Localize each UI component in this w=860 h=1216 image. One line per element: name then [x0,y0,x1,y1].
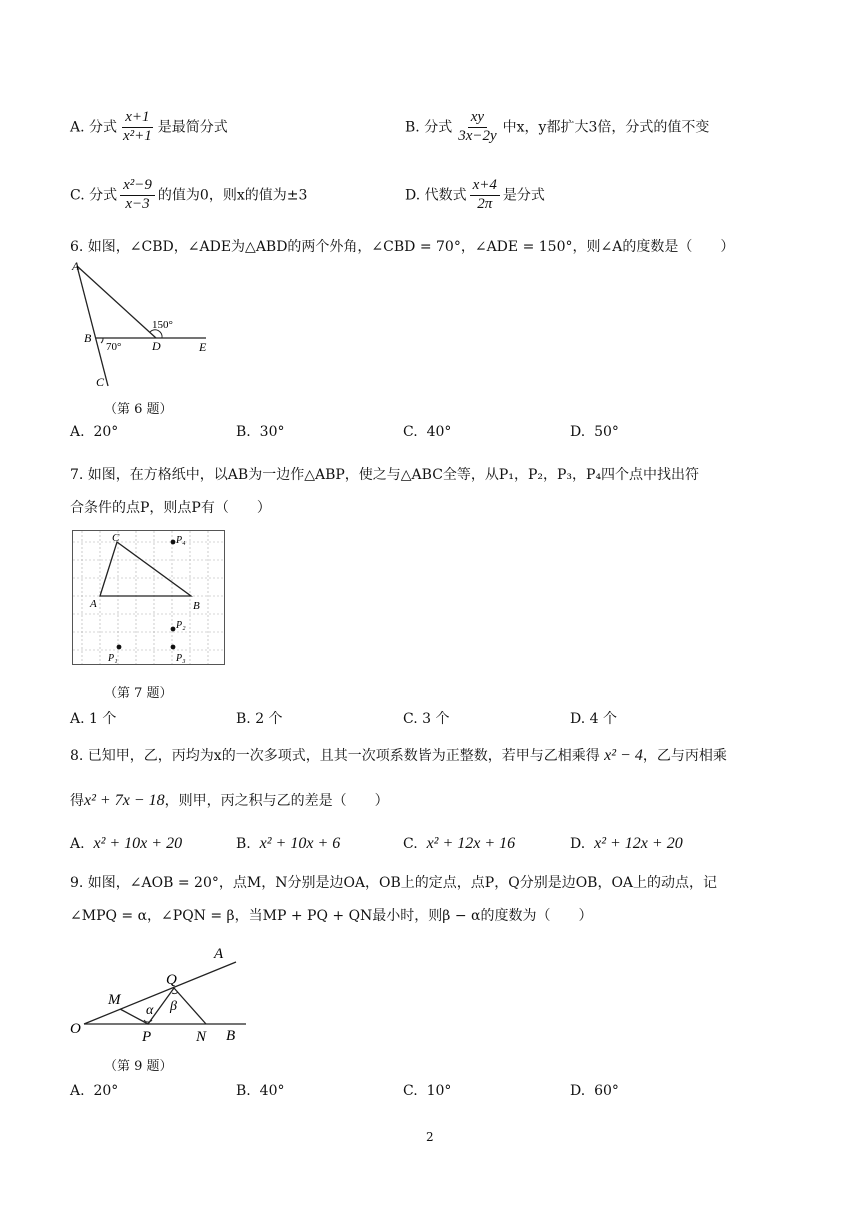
label-b: B [193,600,200,612]
q6-option-a[interactable] [70,424,118,440]
option-label: C. [70,187,85,204]
label-e: E [199,340,207,354]
option-label: A. [70,424,85,440]
denominator: 2π [477,195,493,212]
q7-stem-line1: 7. 如图，在方格纸中，以AB为一边作△ABP，使之与△ABC全等，从P₁，P₂，P₃，P₄四个点中找出符 [70,467,700,483]
option-label: A. [70,711,85,727]
option-label: C. [403,1083,418,1099]
option-label: C. [403,836,418,852]
q8-stem-line2 [70,790,389,810]
option-value: 20° [93,1083,119,1099]
option-label: D. [405,187,421,204]
angle-150-label: 150° [152,319,173,331]
label-p2: P₂ [176,620,186,631]
option-value: x² + 10x + 6 [259,835,341,852]
q8-option-b[interactable] [236,835,340,853]
q7-option-b[interactable] [236,708,283,728]
option-value: x² + 12x + 16 [426,835,516,852]
q7-grid-figure [72,530,226,666]
stem-text: ，则甲，丙之积与乙的差是（ ） [164,793,389,809]
q6-option-b[interactable] [236,424,284,440]
option-label: D. [570,1083,586,1099]
option-text: 分式 [424,119,453,136]
q7-option-c[interactable] [403,708,449,728]
q9-option-c[interactable] [403,1083,451,1099]
option-value: 10° [426,1083,452,1099]
label-b: B [226,1028,236,1044]
label-beta: β [170,999,177,1014]
label-a: A [90,598,97,610]
label-d: D [152,339,161,353]
q8-option-c[interactable] [403,835,515,853]
option-label: A. [70,1083,85,1099]
option-value: 50° [594,424,619,440]
option-text: 代数式 [424,187,467,204]
numerator: xy [468,110,487,128]
option-text: 分式 [89,119,118,136]
option-value: 40° [259,1083,285,1099]
stem-text: 8. 已知甲，乙，丙均为x的一次多项式，且其一次项系数皆为正整数，若甲与乙相乘得 [70,748,600,764]
option-value: 2 个 [255,711,283,727]
label-b: B [84,331,92,345]
label-p: P [142,1029,152,1045]
q6-option-d[interactable] [570,424,619,440]
numerator: x+1 [122,110,152,128]
numerator: x+4 [470,178,500,196]
label-a: A [214,946,224,962]
label-c: C [112,532,120,544]
math-expression: x² − 4 [604,747,643,764]
q7-caption: （第 7 题） [104,686,173,701]
label-a: A [72,259,80,273]
q5-option-c[interactable] [70,178,307,213]
option-text: 的值为0，则x的值为±3 [157,187,308,204]
option-label: A. [70,836,85,852]
option-value: 3 个 [422,711,450,727]
q9-stem-line2: ∠MPQ = α，∠PQN = β，当MP + PQ + QN最小时，则β − α的度数为（ ） [70,908,593,924]
label-p3: P₃ [176,653,186,664]
label-c: C [96,375,105,389]
label-n: N [196,1029,207,1045]
option-value: 20° [93,424,119,440]
q6-option-c[interactable] [403,424,451,440]
fraction [470,178,500,213]
option-value: 30° [259,424,285,440]
q9-stem-line1: 9. 如图，∠AOB = 20°，点M，N分别是边OA，OB上的定点，点P，Q分别是边OB，OA上的动点，记 [70,875,718,891]
label-m: M [108,992,121,1008]
q9-option-d[interactable] [570,1083,619,1099]
q5-option-b[interactable] [405,110,709,145]
option-label: B. [236,836,251,852]
denominator: 3x−2y [458,127,497,144]
option-value: 40° [426,424,452,440]
option-value: x² + 12x + 20 [594,835,683,852]
q8-stem-line1 [70,745,727,765]
label-alpha: α [146,1003,154,1018]
q8-option-d[interactable] [570,835,683,853]
option-label: B. [236,1083,251,1099]
option-text: 是最简分式 [157,119,228,136]
angle-70-label: 70° [106,341,122,353]
q5-option-d[interactable] [405,178,545,213]
option-label: B. [236,424,251,440]
label-p4: P₄ [176,535,186,546]
stem-text: ，乙与丙相乘 [642,748,727,764]
q6-stem: 6. 如图，∠CBD，∠ADE为△ABD的两个外角，∠CBD = 70°，∠ADE = 150°，则∠A的度数是（ ） [70,239,735,255]
option-label: D. [570,836,586,852]
denominator: x²+1 [123,127,152,144]
fraction [120,110,155,145]
option-label: A. [70,119,85,136]
page-number: 2 [426,1130,434,1144]
q7-stem-line2: 合条件的点P，则点P有（ ） [70,500,271,516]
option-text: 分式 [89,187,118,204]
q6-caption: （第 6 题） [104,402,173,417]
numerator: x²−9 [120,178,155,196]
q9-caption: （第 9 题） [104,1059,173,1074]
option-label: C. [403,424,418,440]
option-label: B. [405,119,420,136]
q5-option-a[interactable] [70,110,228,145]
math-expression: x² + 7x − 18 [84,792,165,809]
q7-option-d[interactable] [570,708,617,728]
label-o: O [70,1021,81,1037]
option-value: 1 个 [89,711,117,727]
q6-figure [66,258,226,394]
option-label: D. [570,424,586,440]
fraction [120,178,155,213]
option-value: 4 个 [589,711,617,727]
q9-option-a[interactable] [70,1083,118,1099]
option-value: x² + 10x + 20 [93,835,183,852]
q7-option-a[interactable] [70,708,116,728]
label-q: Q [166,972,177,988]
option-label: D. [570,711,586,727]
q9-option-b[interactable] [236,1083,284,1099]
option-value: 60° [594,1083,619,1099]
q9-figure [66,940,250,1046]
q8-option-a[interactable] [70,835,182,853]
option-text: 中x，y都扩大3倍，分式的值不变 [502,119,710,136]
option-text: 是分式 [502,187,545,204]
option-label: B. [236,711,251,727]
stem-text: 得 [70,793,84,809]
denominator: x−3 [125,195,150,212]
fraction [455,110,499,145]
label-p1: P₁ [108,653,118,664]
option-label: C. [403,711,418,727]
